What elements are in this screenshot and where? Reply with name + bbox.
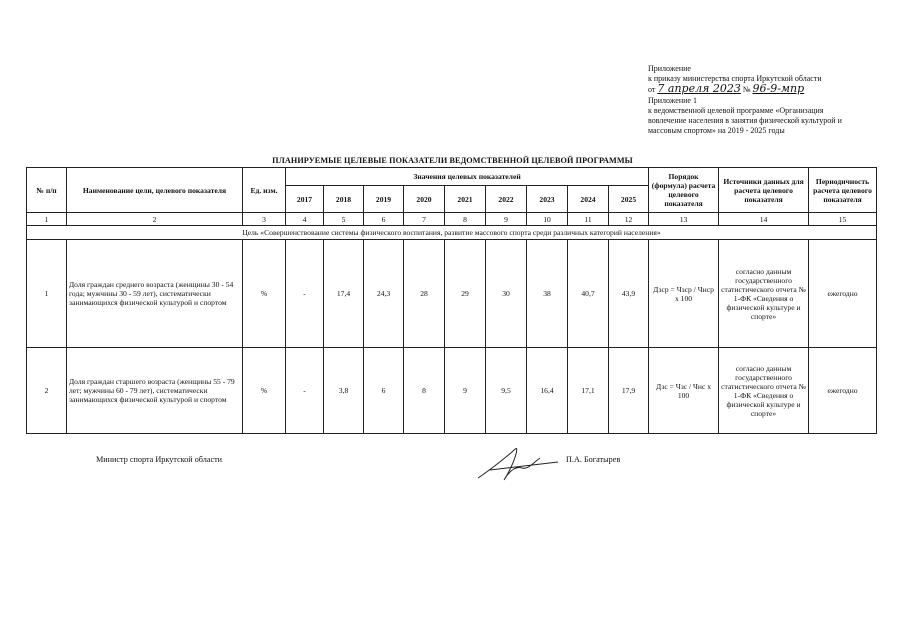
row-value: 43,9 — [609, 240, 649, 348]
document-title: ПЛАНИРУЕМЫЕ ЦЕЛЕВЫЕ ПОКАЗАТЕЛИ ВЕДОМСТВЕННОЙ ЦЕЛЕВОЙ ПРОГРАММЫ — [272, 156, 633, 165]
table-row — [27, 240, 877, 348]
program-line-3: массовым спортом» на 2019 - 2025 годы — [648, 126, 785, 136]
program-line-1: к ведомственной целевой программе «Организация — [648, 105, 824, 115]
header-name: Наименование цели, целевого показателя — [67, 168, 243, 213]
order-number-handwritten: 96-9-мпр — [752, 82, 805, 96]
row-source: согласно данным государственного статистического отчета № 1-ФК «Сведения о физической культуре и спорте» — [719, 348, 809, 434]
minister-name: П.А. Богатырев — [566, 455, 621, 464]
col-num: 13 — [649, 213, 719, 226]
year-2023: 2023 — [527, 186, 568, 213]
col-num: 15 — [809, 213, 877, 226]
row-period: ежегодно — [809, 348, 877, 434]
row-value: 17,9 — [609, 348, 649, 434]
col-num: 6 — [364, 213, 404, 226]
row-unit: % — [243, 240, 286, 348]
header-unit: Ед. изм. — [243, 168, 286, 213]
row-value: 30 — [486, 240, 527, 348]
header-no: № п/п — [27, 168, 67, 213]
appendix-label: Приложение — [648, 64, 691, 73]
document-header — [648, 64, 888, 136]
appendix-1-label: Приложение 1 — [648, 95, 697, 105]
row-value: - — [286, 348, 324, 434]
row-formula: Дзср = Чзср / Чнср х 100 — [649, 240, 719, 348]
col-num: 10 — [527, 213, 568, 226]
year-2018: 2018 — [324, 186, 364, 213]
year-2019: 2019 — [364, 186, 404, 213]
col-num: 3 — [243, 213, 286, 226]
year-2024: 2024 — [568, 186, 609, 213]
header-formula: Порядок (формула) расчета целевого показателя — [649, 168, 719, 213]
row-no: 1 — [27, 240, 67, 348]
order-date-handwritten: 7 апреля 2023 — [657, 82, 741, 96]
row-value: 29 — [445, 240, 486, 348]
row-value: 38 — [527, 240, 568, 348]
row-value: 9 — [445, 348, 486, 434]
column-numbers-row — [27, 213, 877, 226]
col-num: 9 — [486, 213, 527, 226]
header-row-1 — [27, 168, 877, 186]
row-value: 17,1 — [568, 348, 609, 434]
year-2021: 2021 — [445, 186, 486, 213]
minister-position: Министр спорта Иркутской области — [96, 455, 223, 464]
row-value: 6 — [364, 348, 404, 434]
program-line-2: вовлечение населения в занятия физической культурой и — [648, 116, 842, 126]
header-source: Источники данных для расчета целевого показателя — [719, 168, 809, 213]
col-num: 4 — [286, 213, 324, 226]
row-name: Доля граждан среднего возраста (женщины 30 - 54 года; мужчины 30 - 59 лет), систематически занимающихся физической культурой и спортом — [67, 240, 243, 348]
col-num: 1 — [27, 213, 67, 226]
row-value: 16,4 — [527, 348, 568, 434]
row-value: 40,7 — [568, 240, 609, 348]
row-name: Доля граждан старшего возраста (женщины 55 - 79 лет; мужчины 60 - 79 лет), систематически занимающихся физической культурой и спортом — [67, 348, 243, 434]
row-value: 8 — [404, 348, 445, 434]
table-row — [27, 348, 877, 434]
year-2020: 2020 — [404, 186, 445, 213]
year-2025: 2025 — [609, 186, 649, 213]
row-value: 17,4 — [324, 240, 364, 348]
row-value: - — [286, 240, 324, 348]
row-value: 9,5 — [486, 348, 527, 434]
order-date-line — [648, 84, 888, 95]
row-formula: Дзс = Чзс / Чнс х 100 — [649, 348, 719, 434]
targets-table — [26, 167, 877, 434]
goal-row — [27, 226, 877, 240]
col-num: 5 — [324, 213, 364, 226]
year-2017: 2017 — [286, 186, 324, 213]
header-period: Периодичность расчета целевого показателя — [809, 168, 877, 213]
goal-text: Цель «Совершенствование системы физического воспитания, развитие массового спорта среди различных категорий населения» — [27, 226, 877, 240]
year-2022: 2022 — [486, 186, 527, 213]
col-num: 8 — [445, 213, 486, 226]
row-source: согласно данным государственного статистического отчета № 1-ФК «Сведения о физической культуре и спорте» — [719, 240, 809, 348]
row-value: 24,3 — [364, 240, 404, 348]
col-num: 12 — [609, 213, 649, 226]
row-no: 2 — [27, 348, 67, 434]
col-num: 7 — [404, 213, 445, 226]
col-num: 11 — [568, 213, 609, 226]
col-num: 14 — [719, 213, 809, 226]
order-date-prefix: от — [648, 85, 656, 95]
order-reference: к приказу министерства спорта Иркутской области — [648, 74, 822, 84]
header-values: Значения целевых показателей — [286, 168, 649, 186]
row-unit: % — [243, 348, 286, 434]
order-number-sign: № — [742, 85, 751, 95]
signature-scribble — [470, 440, 560, 485]
row-period: ежегодно — [809, 240, 877, 348]
col-num: 2 — [67, 213, 243, 226]
row-value: 28 — [404, 240, 445, 348]
row-value: 3,8 — [324, 348, 364, 434]
